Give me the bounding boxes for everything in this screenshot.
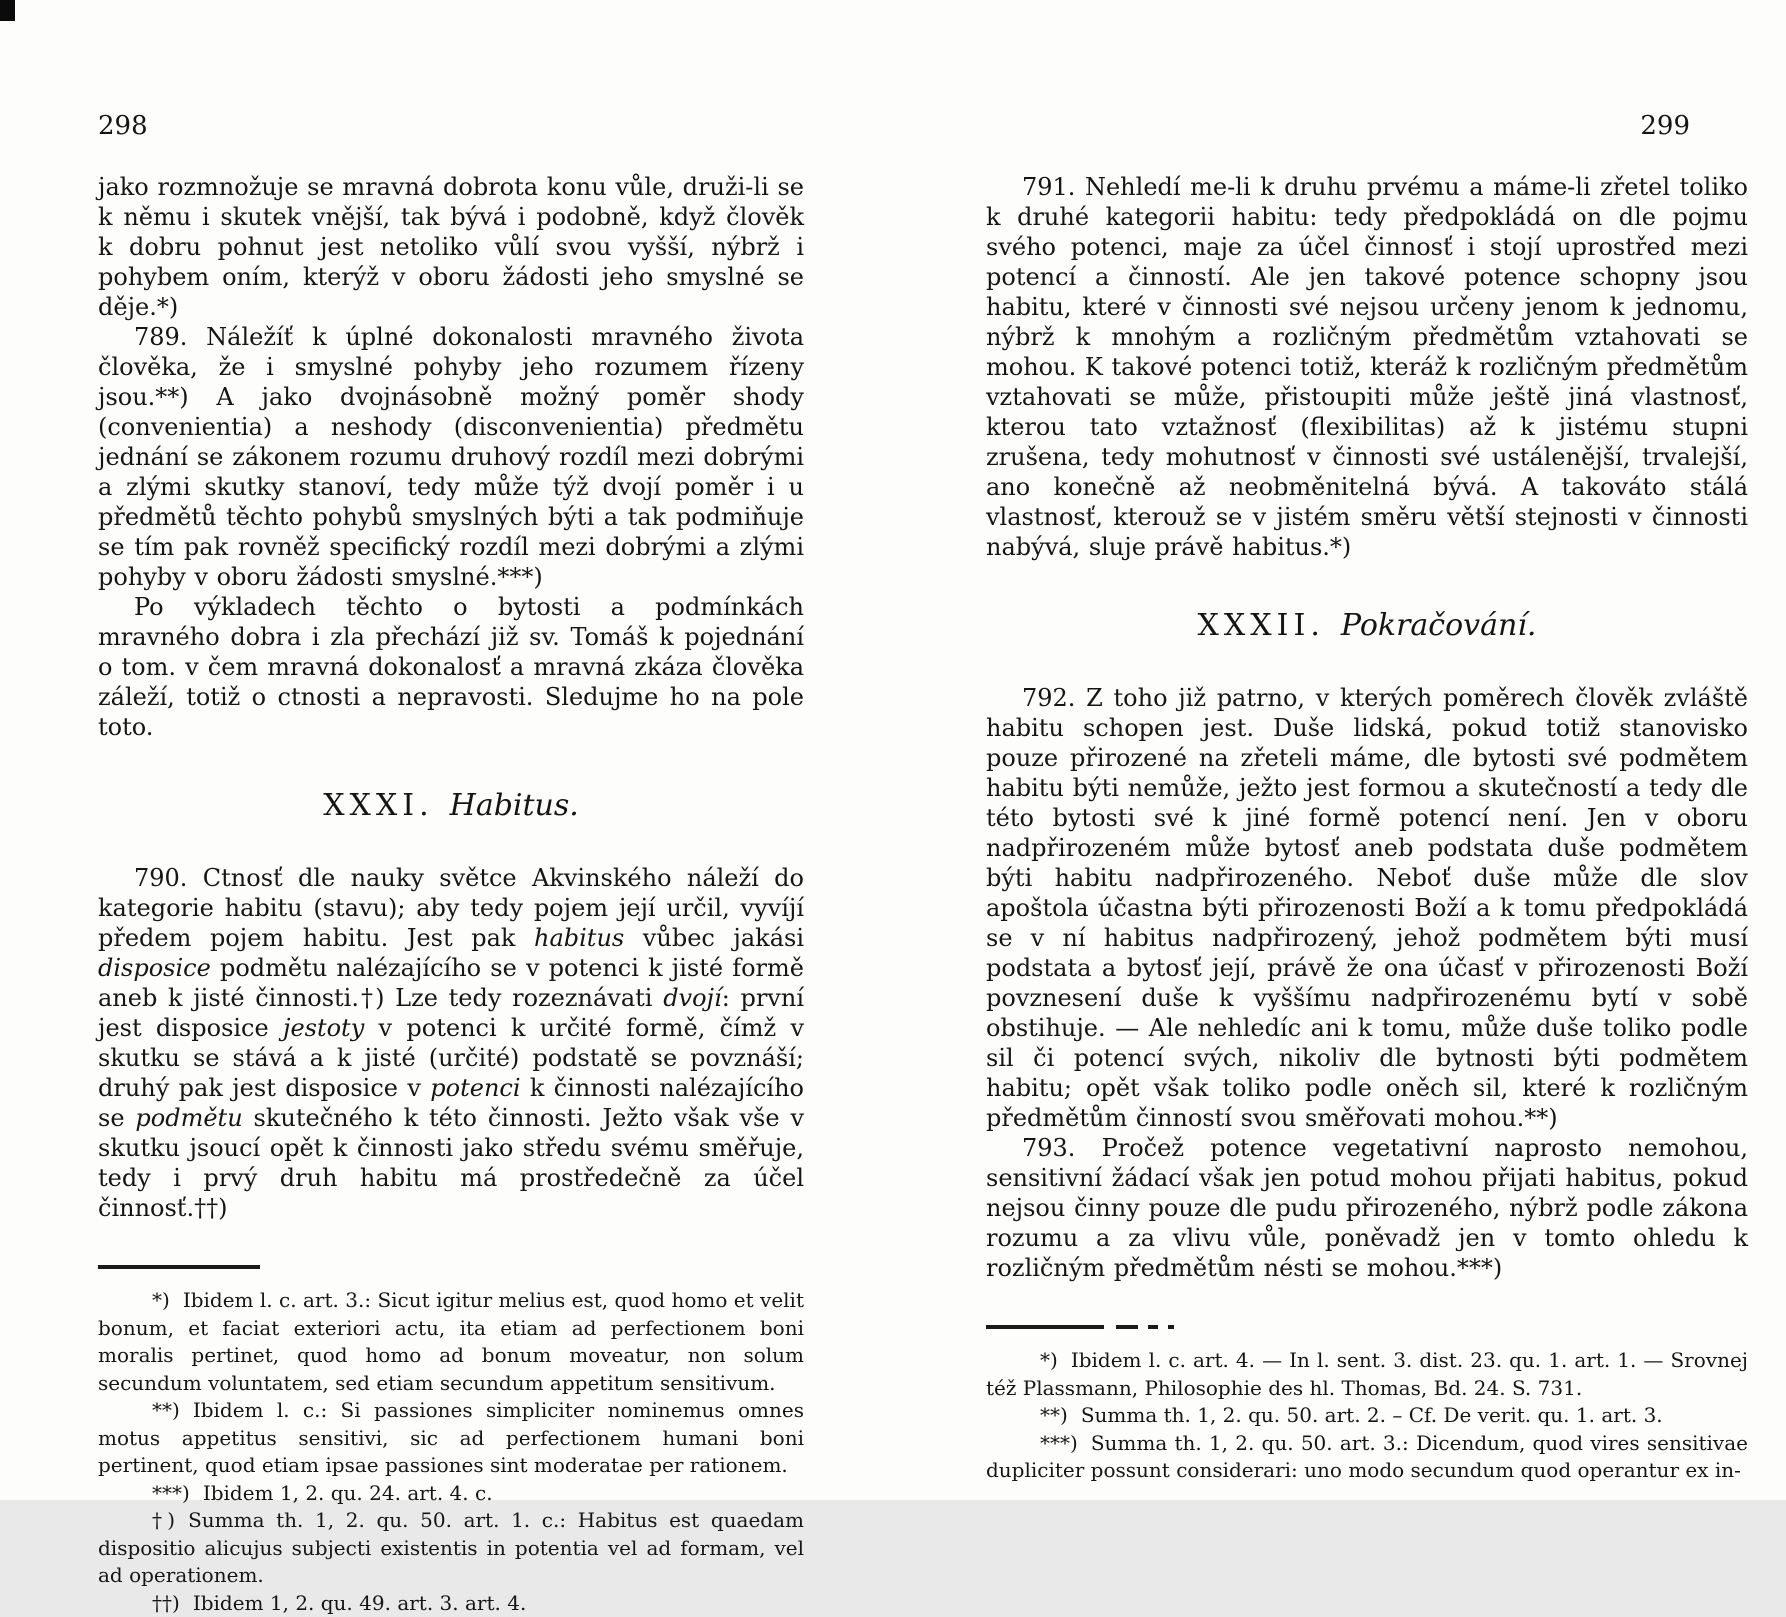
italic-term: potenci <box>430 1074 520 1102</box>
footnote-text: Summa th. 1, 2. qu. 50. art. 3.: Dicendum, quod vires sensitivae dupliciter possunt considerari: uno modo secundum quod operantur ex in- <box>986 1431 1748 1483</box>
footnote-marker: *) <box>1040 1348 1058 1372</box>
text-run: jako rozmnožuje se mravná dobrota konu vůle, druži-li se k němu i skutek vnější, tak bývá i podobně, když člověk k dobru pohnut jest netoliko vůlí svou vyšší, nýbrž i pohybem oním, kterýž v oboru žádosti jeho smyslné se děje.*) <box>98 173 804 321</box>
footnote-rule <box>986 1325 1216 1329</box>
footnote <box>986 1347 1748 1402</box>
paragraph-transition <box>98 592 804 742</box>
footnote-marker: ***) <box>152 1481 190 1505</box>
text-run: 789. Náležíť k úplné dokonalosti mravného života člověka, že i smyslné pohyby jeho rozumem řízeny jsou.**) A jako dvojnásobně možný poměr shody (convenientia) a neshody (disconvenientia) předmětu jednání se zákonem rozumu druhový rozdíl mezi dobrými a zlými skutky stanoví, tedy může týž dvojí poměr i u předmětů těchto pohybů smyslných býti a tak podmiňuje se tím pak rovněž specifický rozdíl mezi dobrými a zlými pohyby v oboru žádosti smyslné.***) <box>98 323 804 591</box>
text-run: podmětu nalézajícího se v potenci k jisté formě aneb k jisté činnosti.†) Lze tedy rozeznávati <box>98 954 804 1012</box>
paragraph-790 <box>98 863 804 1223</box>
footnote <box>98 1590 804 1617</box>
section-heading-xxxii <box>986 608 1748 643</box>
italic-term: jestoty <box>283 1014 364 1042</box>
footnotes-right <box>986 1325 1748 1485</box>
chapter-numeral: XXXII. <box>1198 608 1325 643</box>
text-run: 793. Pročež potence vegetativní naprosto nemohou, sensitivní žádací však jen potud mohou přijati habitus, pokud nejsou činny pouze dle pudu přirozeného, nýbrž podle zákona rozumu a za vlivu vůle, poněvadž jen v tomto ohledu k rozličným předmětům nésti se mohou.***) <box>986 1134 1748 1282</box>
page-299 <box>986 0 1748 1500</box>
text-run: vůbec jakási <box>624 924 804 952</box>
footnote-marker: ††) <box>152 1591 180 1615</box>
footnote-marker: †) <box>152 1508 175 1532</box>
footnote-marker: *) <box>152 1288 170 1312</box>
scan-artifact <box>0 0 15 21</box>
text-run: 791. Nehledí me-li k druhu prvému a máme-li zřetel toliko k druhé kategorii habitu: tedy předpokládá on dle pojmu svého potenci, maje za účel činnosť i stojí uprostřed mezi potencí a činností. Ale jen takové potence schopny jsou habitu, které v činnosti své nejsou určeny jenom k jednomu, nýbrž k mnohým a rozličným předmětům vztahovati se mohou. K takové potenci totiž, kteráž k rozličným předmětům vztahovati se může, přistoupiti může ještě jiná vlastnosť, kterou tato vztažnosť (flexibilitas) až k jistému stupni zrušena, tedy mohutnosť v činnosti své ustálenější, trvalejší, ano konečně až neobměnitelná bývá. A takováto stálá vlastnosť, kterouž se v jistém směru větší stejnosti v činnosti nabývá, sluje právě habitus.*) <box>986 173 1748 561</box>
paragraph-793 <box>986 1133 1748 1283</box>
chapter-numeral: XXXI. <box>323 788 433 823</box>
page-298 <box>98 0 804 1500</box>
italic-term: disposice <box>98 954 211 982</box>
footnote-marker: **) <box>152 1398 180 1422</box>
paragraph-continuation <box>98 172 804 322</box>
footnote-rule <box>98 1265 260 1269</box>
text-run: : první jest disposice <box>98 984 804 1042</box>
text-run: 790. Ctnosť dle nauky světce Akvinského náleží do kategorie habitu (stavu); aby tedy pojem její určil, vyvíjí předem pojem habitu. Jest pak <box>98 864 804 952</box>
footnote-marker: **) <box>1040 1403 1068 1427</box>
footnote-text: Summa th. 1, 2. qu. 50. art. 2. – Cf. De verit. qu. 1. art. 3. <box>1081 1403 1663 1427</box>
footnote-marker: ***) <box>1040 1431 1078 1455</box>
page-number: 299 <box>986 112 1748 140</box>
footnotes-left <box>98 1265 804 1617</box>
text-run: skutečného k této činnosti. Ježto však vše v skutku jsoucí opět k činnosti jako středu svému směřuje, tedy i prvý druh habitu má prostředečně za účel činnosť.††) <box>98 1104 804 1222</box>
footnote <box>986 1430 1748 1485</box>
footnote-text: Ibidem l. c. art. 4. — In l. sent. 3. dist. 23. qu. 1. art. 1. — Srovnej též Plassmann, Philosophie des hl. Thomas, Bd. 24. S. 731. <box>986 1348 1748 1400</box>
footnote <box>98 1480 804 1508</box>
text-run: k činnosti nalézajícího se <box>98 1074 804 1132</box>
footnote-text: Ibidem 1, 2. qu. 49. art. 3. art. 4. <box>193 1591 527 1615</box>
text-run: 792. Z toho již patrno, v kterých poměrech člověk zvláště habitu schopen jest. Duše lidská, pokud totiž stanovisko pouze přirozené na zřeteli máme, dle bytosti své podmětem habitu býti nemůže, ježto jest formou a skutečností a tedy dle této bytosti své k jiné formě potencí není. Jen v oboru nadpřirozeném může bytosť aneb podstata duše podmětem býti habitu nadpřirozeného. Neboť duše může dle slov apoštola účastna býti přirozenosti Boží a k tomu předpokládá se v ní habitus nadpřirozený, jehož podmětem býti musí podstata a bytosť její, právě že ona účasť v přirozenosti Boží povznesení duše k vyššímu nadpřirozenému bytí v sobě obstihuje. — Ale nehledíc ani k tomu, může duše toliko podle sil či potencí svých, nikoliv dle bytnosti býti podmětem habitu; opět však toliko podle oněch sil, které k rozličným předmětům činností svou směřovati mohou.**) <box>986 684 1748 1132</box>
text-run: v potenci k určité formě, čímž v skutku se stává a k jisté (určité) podstatě se povznáší; druhý pak jest disposice v <box>98 1014 804 1102</box>
footnote-text: Summa th. 1, 2. qu. 50. art. 1. c.: Habitus est quaedam dispositio alicujus subjecti existentis in potentia vel ad formam, vel ad operationem. <box>98 1508 804 1587</box>
footnote-text: Ibidem l. c. art. 3.: Sicut igitur melius est, quod homo et velit bonum, et faciat exteriori actu, ita etiam ad perfectionem boni moralis pertinet, quod homo ad bonum moveatur, non solum secundum voluntatem, sed etiam secundum appetitum sensitivum. <box>98 1288 804 1395</box>
italic-term: podmětu <box>135 1104 242 1132</box>
text-run: Po výkladech těchto o bytosti a podmínkách mravného dobra i zla přechází již sv. Tomáš k pojednání o tom. v čem mravná dokonalosť a mravná zkáza člověka záleží, totiž o ctnosti a nepravosti. Sledujme ho na pole toto. <box>98 593 804 741</box>
italic-term: habitus <box>534 924 624 952</box>
footnote <box>98 1397 804 1480</box>
chapter-title: Habitus. <box>450 788 579 823</box>
footnote <box>98 1287 804 1397</box>
italic-term: dvojí <box>663 984 722 1012</box>
footnote-text: Ibidem l. c.: Si passiones simpliciter nominemus omnes motus appetitus sensitivi, sic ad perfectionem humani boni pertinent, quod etiam ipsae passiones sint moderatae per rationem. <box>98 1398 804 1477</box>
chapter-title: Pokračování. <box>1341 608 1537 643</box>
paragraph-789 <box>98 322 804 592</box>
page-number: 298 <box>98 112 804 140</box>
paragraph-792 <box>986 683 1748 1133</box>
footnote-text: Ibidem 1, 2. qu. 24. art. 4. c. <box>203 1481 493 1505</box>
section-heading-xxxi <box>98 788 804 823</box>
paragraph-791 <box>986 172 1748 562</box>
footnote <box>98 1507 804 1590</box>
footnote <box>986 1402 1748 1430</box>
